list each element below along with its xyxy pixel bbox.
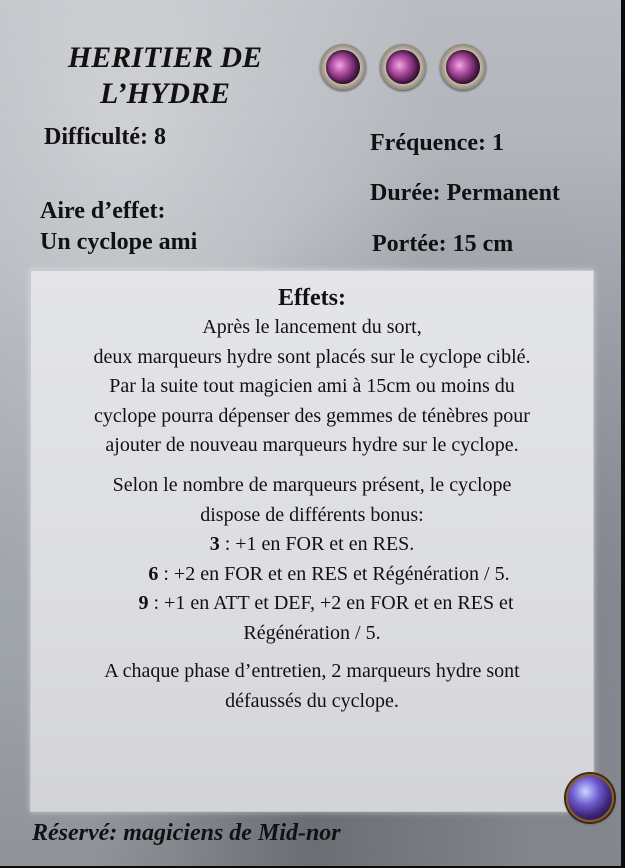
bonus-number: 6 xyxy=(148,562,159,585)
effects-heading: Effets: xyxy=(278,285,346,311)
effects-line: Selon le nombre de marqueurs présent, le cyclope xyxy=(112,474,512,496)
dark-gem-icon xyxy=(320,44,366,90)
effects-panel xyxy=(30,270,594,812)
effects-line: Par la suite tout magicien ami à 15cm ou moins du xyxy=(109,375,515,397)
duration: Durée: Permanent xyxy=(370,180,560,206)
bonus-text: : +1 en FOR et en RES. xyxy=(219,533,415,555)
effects-line: A chaque phase d’entretien, 2 marqueurs hydre sont xyxy=(104,660,520,682)
reserved-for: Réservé: magiciens de Mid-nor xyxy=(32,820,341,846)
card-title-line2: L’HYDRE xyxy=(99,77,230,110)
area-label: Aire d’effet: xyxy=(40,198,166,224)
effects-line: ajouter de nouveau marqueurs hydre sur le cyclope. xyxy=(105,434,519,456)
card-title-line1: HERITIER DE xyxy=(67,41,263,74)
dark-gem-icon xyxy=(440,44,486,90)
dark-gem-icon xyxy=(380,44,426,90)
area-value: Un cyclope ami xyxy=(40,229,198,255)
magic-orb-icon xyxy=(566,774,614,822)
bonus-text: : +2 en FOR et en RES et Régénération / 5. xyxy=(158,562,510,585)
effects-line: dispose de différents bonus: xyxy=(200,503,424,526)
difficulty: Difficulté: 8 xyxy=(44,124,166,150)
effects-line: défaussés du cyclope. xyxy=(225,689,399,712)
bonus-9-continued: Régénération / 5. xyxy=(243,621,381,644)
frequency: Fréquence: 1 xyxy=(370,130,504,156)
bonus-3 xyxy=(37,530,587,560)
effects-line: cyclope pourra dépenser des gemmes de ténèbres pour xyxy=(94,404,530,427)
bonus-number: 9 xyxy=(138,592,149,614)
bonus-number: 3 xyxy=(209,533,220,555)
bonus-6 xyxy=(37,560,587,590)
effects-line: deux marqueurs hydre sont placés sur le cyclope ciblé. xyxy=(93,345,531,368)
bonus-text: : +1 en ATT et DEF, +2 en FOR et en RES et xyxy=(148,592,514,614)
card-title xyxy=(30,40,300,112)
bonus-9 xyxy=(37,589,587,619)
range: Portée: 15 cm xyxy=(372,231,514,257)
effects-paragraph-3 xyxy=(37,657,587,716)
effects-paragraph-1 xyxy=(37,313,587,461)
effects-paragraph-2 xyxy=(37,471,587,648)
effects-line: Après le lancement du sort, xyxy=(202,316,422,338)
